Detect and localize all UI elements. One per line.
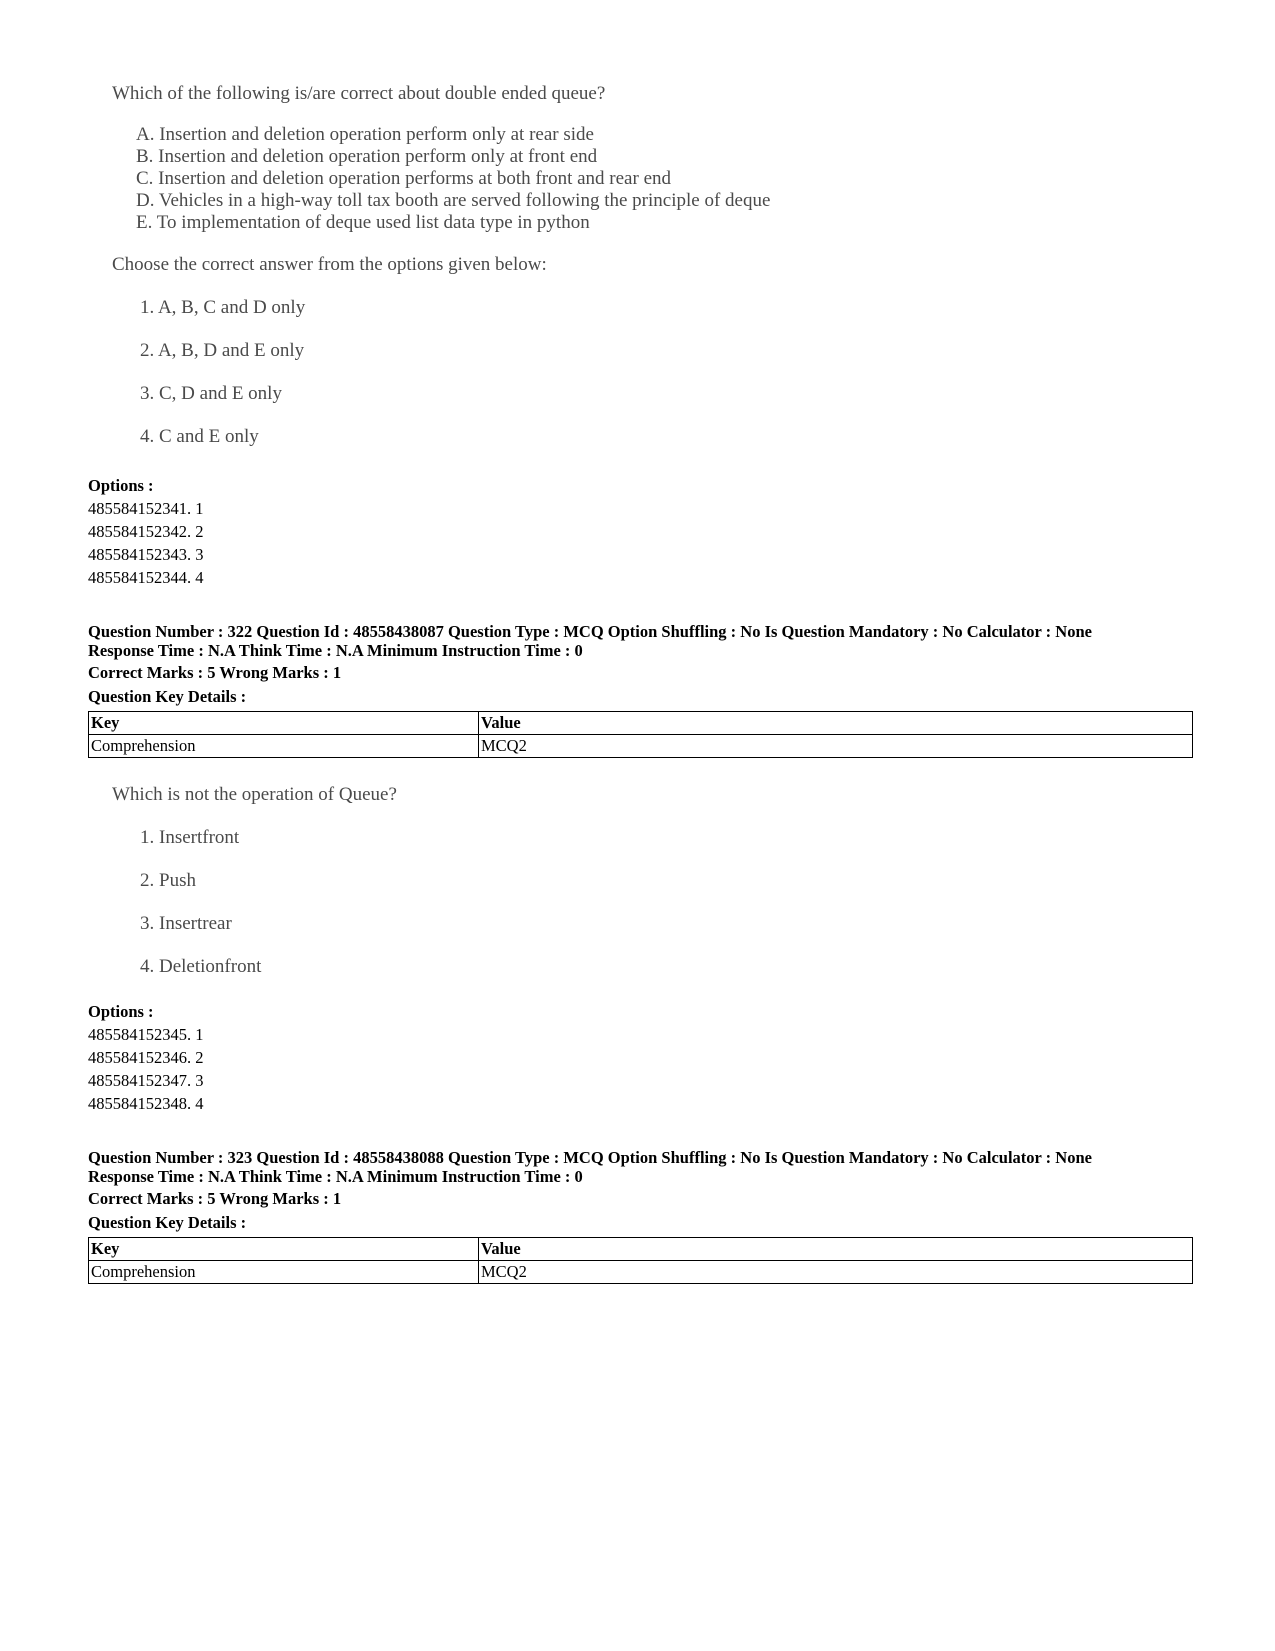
question-meta-line2: Response Time : N.A Think Time : N.A Minimum Instruction Time : 0 [88, 1167, 583, 1186]
options-heading: Options : [88, 1002, 154, 1021]
table-header-row [89, 712, 1193, 735]
choice-3: 3. C, D and E only [140, 383, 282, 404]
table-header-value: Value [479, 1238, 1193, 1261]
table-cell-key: Comprehension [89, 1261, 479, 1284]
option-item: 485584152343. 3 [88, 545, 204, 564]
question-stem: Which of the following is/are correct about double ended queue? [112, 83, 606, 104]
statement-a: A. Insertion and deletion operation perform only at rear side [136, 124, 594, 145]
option-item: 485584152346. 2 [88, 1048, 204, 1067]
statement-c: C. Insertion and deletion operation performs at both front and rear end [136, 168, 671, 189]
table-row [89, 735, 1193, 758]
choice-4: 4. C and E only [140, 426, 259, 447]
statement-e: E. To implementation of deque used list data type in python [136, 212, 590, 233]
table-header-row [89, 1238, 1193, 1261]
option-item: 485584152345. 1 [88, 1025, 204, 1044]
question-key-table-322 [88, 711, 1193, 758]
question-stem: Which is not the operation of Queue? [112, 784, 397, 805]
option-item: 485584152347. 3 [88, 1071, 204, 1090]
question-key-details-heading: Question Key Details : [88, 1213, 247, 1232]
option-item: 485584152348. 4 [88, 1094, 204, 1113]
table-header-key: Key [89, 712, 479, 735]
choice-2: 2. Push [140, 870, 196, 891]
choice-1: 1. Insertfront [140, 827, 240, 848]
option-item: 485584152342. 2 [88, 522, 204, 541]
question-meta-line1: Question Number : 322 Question Id : 48558438087 Question Type : MCQ Option Shuffling : No Is Question Mandatory : No Calculator : None [88, 622, 1092, 641]
choice-2: 2. A, B, D and E only [140, 340, 305, 361]
question-marks: Correct Marks : 5 Wrong Marks : 1 [88, 1189, 342, 1208]
choice-1: 1. A, B, C and D only [140, 297, 306, 318]
table-row [89, 1261, 1193, 1284]
question-marks: Correct Marks : 5 Wrong Marks : 1 [88, 663, 342, 682]
statement-b: B. Insertion and deletion operation perform only at front end [136, 146, 598, 167]
choice-3: 3. Insertrear [140, 913, 232, 934]
question-meta-line1: Question Number : 323 Question Id : 48558438088 Question Type : MCQ Option Shuffling : No Is Question Mandatory : No Calculator : None [88, 1148, 1092, 1167]
question-key-table-323 [88, 1237, 1193, 1284]
table-cell-value: MCQ2 [479, 1261, 1193, 1284]
option-item: 485584152344. 4 [88, 568, 204, 587]
table-cell-value: MCQ2 [479, 735, 1193, 758]
table-header-key: Key [89, 1238, 479, 1261]
table-cell-key: Comprehension [89, 735, 479, 758]
question-instruction: Choose the correct answer from the options given below: [112, 254, 547, 275]
option-item: 485584152341. 1 [88, 499, 204, 518]
choice-4: 4. Deletionfront [140, 956, 262, 977]
options-heading: Options : [88, 476, 154, 495]
question-key-details-heading: Question Key Details : [88, 687, 247, 706]
statement-d: D. Vehicles in a high-way toll tax booth are served following the principle of deque [136, 190, 771, 211]
question-meta-line2: Response Time : N.A Think Time : N.A Minimum Instruction Time : 0 [88, 641, 583, 660]
table-header-value: Value [479, 712, 1193, 735]
